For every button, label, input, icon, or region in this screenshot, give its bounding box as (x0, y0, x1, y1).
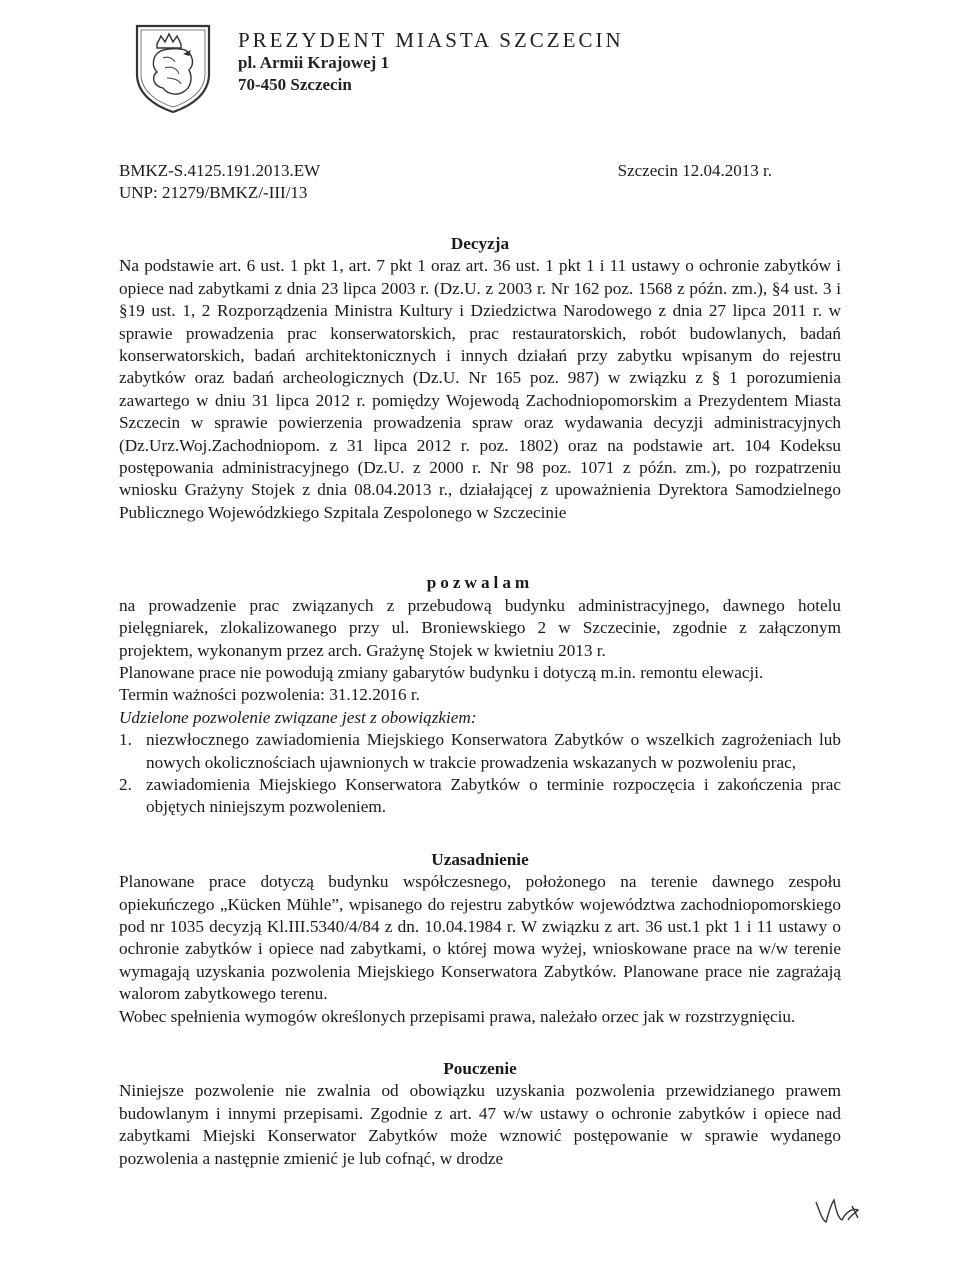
spacer (119, 819, 841, 849)
list-item (119, 774, 841, 819)
obligations-intro: Udzielone pozwolenie związane jest z obowiązkiem: (119, 707, 477, 727)
address-line-2: 70-450 Szczecin (238, 75, 352, 94)
decision-title: Decyzja (450, 234, 510, 253)
list-text: zawiadomienia Miejskiego Konserwatora Zabytków o terminie rozpoczęcia i zakończenia prac objętych niniejszym pozwoleniem. (146, 774, 841, 817)
permit-text: na prowadzenie prac związanych z przebudową budynku administracyjnego, dawnego hotelu pielęgniarek, zlokalizowanego przy ul. Broniewskiego 2 w Szczecinie, zgodnie z załączonym projektem, wykonanym przez arch. Grażynę Stojek w kwietniu 2013 r. (119, 595, 841, 660)
szczecin-griffin-crest-icon (133, 22, 213, 114)
list-number: 1. (119, 730, 132, 750)
permit-scope: Planowane prace nie powodują zmiany gabarytów budynku i dotyczą m.in. remontu elewacji. (119, 662, 764, 682)
permit-title: pozwalam (426, 573, 534, 593)
office-name: PREZYDENT MIASTA SZCZECIN (238, 28, 624, 52)
unp-number: UNP: 21279/BMKZ/-III/13 (119, 183, 308, 202)
reference-block (119, 160, 320, 204)
case-number: BMKZ-S.4125.191.2013.EW (119, 161, 321, 180)
decision-basis: Na podstawie art. 6 ust. 1 pkt 1, art. 7 pkt 1 oraz art. 36 ust. 1 pkt 1 i 11 ustawy o ochronie zabytków i opiece nad zabytkami z dnia 23 lipca 2003 r. (Dz.U. z 2003 r. Nr 162 poz. 1568 z późn. zm.), §4 ust. 3 i §19 ust. 1, 2 Rozporządzenia Ministra Kultury i Dziedzictwa Narodowego z dnia 27 lipca 2011 r. w sprawie prowadzenia prac konserwatorskich, prac restauratorskich, robót budowlanych, badań konserwatorskich, badań architektonicznych i innych działań przy zabytku wpisanym do rejestru zabytków oraz badań archeologicznych (Dz.U. Nr 165 poz. 987) w związku z § 1 porozumienia zawartego w dniu 31 lipca 2012 r. pomiędzy Wojewodą Zachodniopomorskim a Prezydentem Miasta Szczecin w sprawie powierzenia prowadzenia spraw oraz wydawania decyzji administracyjnych (Dz.Urz.Woj.Zachodniopom. z 31 lipca 2012 r. poz. 1802) oraz na podstawie art. 104 Kodeksu postępowania administracyjnego (Dz.U. z 2000 r. Nr 98 poz. 1071 z późn. zm.), po rozpatrzeniu wniosku Grażyny Stojek z dnia 08.04.2013 r., działającej z upoważnienia Dyrektora Samodzielnego Publicznego Wojewódzkiego Szpitala Zespolonego w Szczecinie (119, 256, 841, 522)
obligations-list (119, 729, 841, 819)
place-date: Szczecin 12.04.2013 r. (617, 161, 772, 180)
document-body (119, 233, 841, 1170)
list-text: niezwłocznego zawiadomienia Miejskiego Konserwatora Zabytków o wszelkich zagrożeniach lub nowych okolicznościach ujawnionych w trakcie prowadzenia wskazanych w pozwoleniu prac, (146, 730, 841, 772)
instruction-title: Pouczenie (443, 1059, 517, 1078)
spacer (119, 524, 841, 572)
spacer (119, 1028, 841, 1058)
justification-conclusion: Wobec spełnienia wymogów określonych przepisami prawa, należało orzec jak w rozstrzygnięciu. (119, 1006, 796, 1026)
permit-validity: Termin ważności pozwolenia: 31.12.2016 r. (119, 685, 420, 705)
list-number: 2. (119, 774, 132, 794)
address-line-1: pl. Armii Krajowej 1 (238, 53, 390, 72)
justification-text: Planowane prace dotyczą budynku współczesnego, położonego na terenie dawnego zespołu opiekuńczego „Kücken Mühle”, wpisanego do rejestru zabytków województwa zachodniopomorskiego pod nr 1035 decyzją Kl.III.5340/4/84 z dn. 10.04.1984 r. W związku z art. 36 ust.1 pkt 1 i 11 ustawy o ochronie zabytków i opiece nad zabytkami, o której mowa wyżej, wnioskowane prace na w/w terenie wymagają uzyskania pozwolenia Miejskiego Konserwatora Zabytków. Planowane prace nie zagrażają walorom zabytkowego terenu. (119, 872, 841, 1004)
instruction-text: Niniejsze pozwolenie nie zwalnia od obowiązku uzyskania pozwolenia przewidzianego prawem budowlanym i innymi przepisami. Zgodnie z art. 47 w/w ustawy o ochronie zabytków i opiece nad zabytkami Miejski Konserwator Zabytków może wznowić postępowanie w sprawie wydanego pozwolenia a następnie zmienić je lub cofnąć, w drodze (119, 1081, 841, 1168)
handwritten-initials-icon (812, 1192, 872, 1232)
list-item (119, 729, 841, 774)
justification-title: Uzasadnienie (431, 849, 529, 869)
letterhead (238, 28, 624, 96)
